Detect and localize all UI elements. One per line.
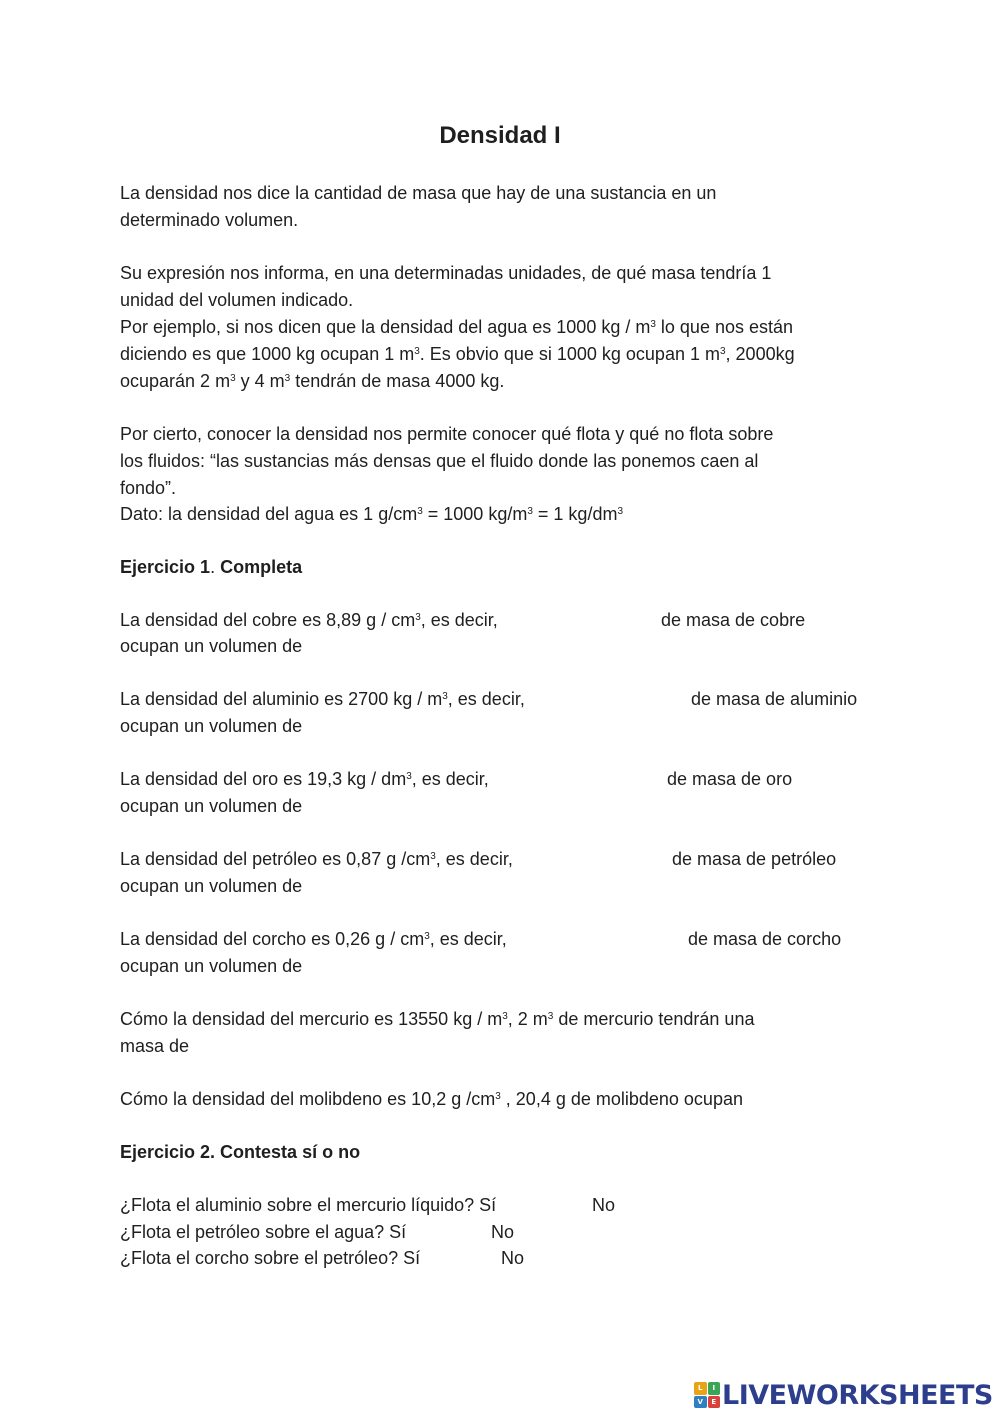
ex2-answer-no-corcho: No — [501, 1248, 525, 1268]
ex1-item-corcho-tail: de masa de corcho — [688, 929, 842, 949]
ex1-item-aluminio-line2: ocupan un volumen de — [120, 716, 303, 736]
exercise-2-heading: Ejercicio 2. Contesta sí o no — [120, 1142, 361, 1162]
intro-p3-line2: diciendo es que 1000 kg ocupan 1 $m^3$. Es obvio que si 1000 kg ocupan 1 $m^3$, 2000kg — [120, 344, 795, 364]
logo-text: LIVEWORKSHEETS — [722, 1379, 993, 1411]
ex2-question-corcho: ¿Flota el corcho sobre el petróleo? Sí — [120, 1248, 421, 1268]
ex1-item-aluminio-line1: La densidad del aluminio es 2700 kg / $m^3$, es decir, — [120, 689, 525, 709]
ex1-item-petroleo-tail: de masa de petróleo — [672, 849, 837, 869]
ex1-item-cobre-line2: ocupan un volumen de — [120, 636, 303, 656]
intro-p2-line1: Su expresión nos informa, en una determinadas unidades, de qué masa tendría 1 — [120, 263, 772, 283]
ex2-question-petroleo: ¿Flota el petróleo sobre el agua? Sí — [120, 1222, 407, 1242]
ex1-item-oro-tail: de masa de oro — [667, 769, 793, 789]
ex1-item-corcho-line2: ocupan un volumen de — [120, 956, 303, 976]
ex1-item-cobre-tail: de masa de cobre — [661, 610, 806, 630]
ex1-item-cobre-line1: La densidad del cobre es 8,89 g / $cm^3$, es decir, — [120, 610, 498, 630]
ex2-answer-no-aluminio: No — [592, 1195, 616, 1215]
intro-p2-line2: unidad del volumen indicado. — [120, 290, 354, 310]
logo-badge-icon: L I V E — [694, 1382, 720, 1408]
intro-p1-line2: determinado volumen. — [120, 210, 299, 230]
exercise-1-heading: Ejercicio 1. Completa — [120, 557, 303, 577]
ex1-item-petroleo-line1: La densidad del petróleo es 0,87 g $/cm^3$, es decir, — [120, 849, 513, 869]
intro-p3-line3: ocuparán 2 $m^3$ y 4 $m^3$ tendrán de masa 4000 kg. — [120, 371, 505, 391]
ex1-item-oro-line1: La densidad del oro es 19,3 kg / $dm^3$, es decir, — [120, 769, 489, 789]
dato-line: Dato: la densidad del agua es 1 $g/cm^3 = 1000$ $kg/m^3 = 1$ $kg/dm^3$ — [120, 504, 624, 524]
ex1-mercurio-line2: masa de — [120, 1036, 190, 1056]
ex1-item-oro-line2: ocupan un volumen de — [120, 796, 303, 816]
ex1-molibdeno-line: Cómo la densidad del molibdeno es 10,2 g $/cm^3$ , 20,4 g de molibdeno ocupan — [120, 1089, 743, 1109]
intro-p4-line3: fondo”. — [120, 478, 177, 498]
ex1-item-corcho-line1: La densidad del corcho es 0,26 g / $cm^3$, es decir, — [120, 929, 507, 949]
intro-p1-line1: La densidad nos dice la cantidad de masa que hay de una sustancia en un — [120, 183, 717, 203]
page-title: Densidad I — [439, 122, 561, 149]
ex1-item-petroleo-line2: ocupan un volumen de — [120, 876, 303, 896]
intro-p4-line1: Por cierto, conocer la densidad nos permite conocer qué flota y qué no flota sobre — [120, 424, 774, 444]
ex1-mercurio-line1: Cómo la densidad del mercurio es 13550 kg / $m^3$, 2 $m^3$ de mercurio tendrán una — [120, 1009, 755, 1029]
ex2-answer-no-petroleo: No — [491, 1222, 515, 1242]
intro-p3-line1: Por ejemplo, si nos dicen que la densidad del agua es 1000 kg / $m^3$ lo que nos están — [120, 317, 794, 337]
ex2-question-aluminio: ¿Flota el aluminio sobre el mercurio líquido? Sí — [120, 1195, 497, 1215]
ex1-item-aluminio-tail: de masa de aluminio — [691, 689, 858, 709]
liveworksheets-logo — [694, 1380, 993, 1410]
intro-p4-line2: los fluidos: “las sustancias más densas que el fluido donde las ponemos caen al — [120, 451, 759, 471]
